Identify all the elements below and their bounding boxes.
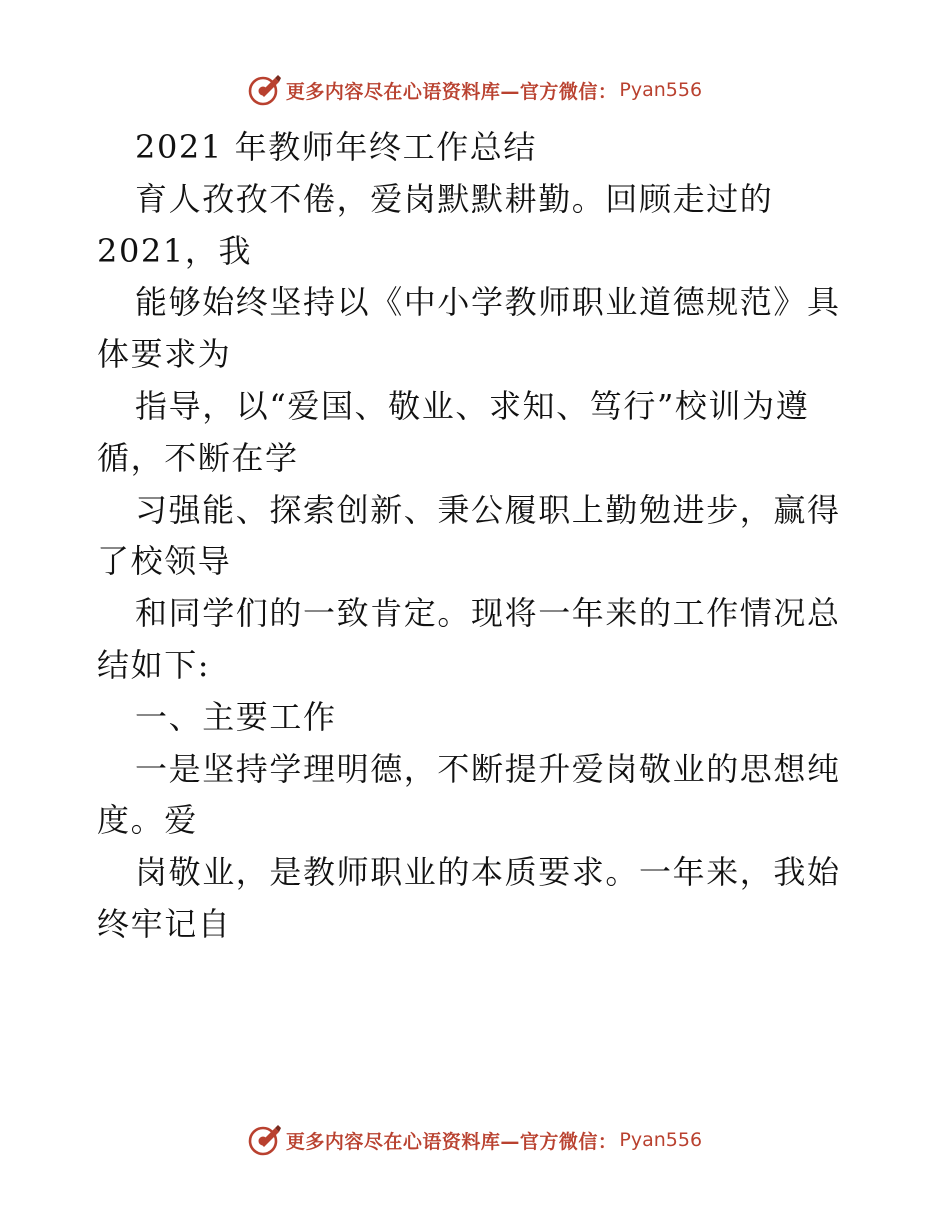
text-line: 能够始终坚持以《中小学教师职业道德规范》具	[135, 283, 841, 322]
text-line: 体要求为	[97, 335, 232, 374]
footer-watermark	[0, 1120, 950, 1160]
pen-nib-logo-icon	[248, 1123, 282, 1157]
text-line: 一、主要工作	[135, 697, 337, 736]
watermark-text: 更多内容尽在心语资料库—官方微信：	[285, 1130, 618, 1153]
document-body	[97, 122, 857, 951]
text-line: 循，不断在学	[97, 438, 299, 477]
text-line: 一是坚持学理明德，不断提升爱岗敬业的思想纯	[135, 749, 841, 788]
pen-nib-logo-icon	[248, 73, 282, 107]
text-line: 2021 年教师年终工作总结	[135, 128, 538, 166]
text-line: 和同学们的一致肯定。现将一年来的工作情况总	[135, 594, 841, 633]
text-line: 结如下:	[97, 645, 211, 684]
text-line: 岗敬业，是教师职业的本质要求。一年来，我始	[135, 853, 841, 892]
text-line: 2021，我	[97, 231, 253, 270]
watermark-text: 更多内容尽在心语资料库—官方微信：	[285, 80, 618, 103]
text-line: 度。爱	[97, 801, 198, 840]
text-line: 了校领导	[97, 542, 232, 581]
text-line: 终牢记自	[97, 904, 232, 943]
text-line: 育人孜孜不倦，爱岗默默耕勤。回顾走过的	[135, 179, 774, 218]
text-line: 习强能、探索创新、秉公履职上勤勉进步，赢得	[135, 490, 841, 529]
watermark-wechat-id: Pyan556	[619, 79, 703, 101]
text-line: 指导，以“爱国、敬业、求知、笃行”校训为遵	[135, 386, 810, 425]
header-watermark	[0, 70, 950, 110]
watermark-wechat-id: Pyan556	[619, 1129, 703, 1151]
